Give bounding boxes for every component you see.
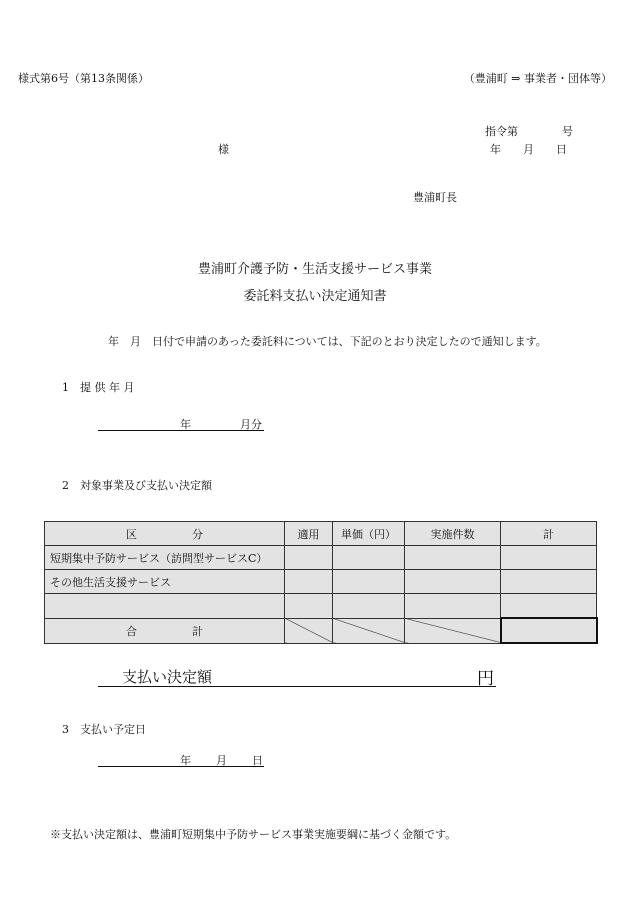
total-count-struck	[405, 618, 501, 643]
row-label: 短期集中予防サービス（訪問型サービスC）	[45, 546, 285, 570]
cell-unit-price[interactable]	[333, 570, 405, 594]
cell-unit-price[interactable]	[333, 594, 405, 619]
grand-total-cell[interactable]	[501, 618, 597, 643]
title-line-1: 豊浦町介護予防・生活支援サービス事業	[197, 262, 432, 277]
service-year-label: 年	[180, 418, 191, 431]
payment-year-label: 年	[180, 754, 191, 767]
cell-total[interactable]	[501, 546, 597, 570]
cell-applicable[interactable]	[285, 570, 333, 594]
cell-count[interactable]	[405, 594, 501, 619]
section-1-heading: 1 提 供 年 月	[62, 381, 135, 394]
issuer: 豊浦町長	[413, 191, 457, 204]
cell-applicable[interactable]	[285, 594, 333, 619]
column-header-count: 実施件数	[405, 522, 501, 546]
yen-unit: 円	[477, 669, 494, 689]
payment-month-label: 月	[216, 754, 227, 767]
table-row	[45, 594, 597, 619]
total-label: 合 計	[45, 618, 285, 643]
row-label: その他生活支援サービス	[45, 570, 285, 594]
table-row	[45, 570, 597, 594]
payment-day-label: 日	[252, 754, 263, 767]
payment-amount-field	[98, 664, 496, 687]
cell-count[interactable]	[405, 570, 501, 594]
column-header-applicable: 適用	[285, 522, 333, 546]
payment-table	[44, 521, 598, 644]
routing-note: （豊浦町 ⇒ 事業者・団体等）	[463, 72, 612, 85]
table-row	[45, 546, 597, 570]
footnote: ※支払い決定額は、豊浦町短期集中予防サービス事業実施要綱に基づく金額です。	[50, 828, 457, 841]
payment-amount-label: 支払い決定額	[122, 668, 213, 686]
cell-total[interactable]	[501, 594, 597, 619]
payment-date-field	[98, 752, 264, 767]
column-header-unit-price: 単価（円）	[333, 522, 405, 546]
column-header-category: 区 分	[45, 522, 285, 546]
service-month-label: 月分	[240, 418, 262, 431]
table-header-row	[45, 522, 597, 546]
service-month-field	[98, 416, 264, 431]
addressee: 様	[218, 143, 229, 156]
document-number: 指令第 号	[485, 125, 573, 138]
total-unit-price-struck	[333, 618, 405, 643]
table-total-row	[45, 618, 597, 643]
column-header-total: 計	[501, 522, 597, 546]
cell-applicable[interactable]	[285, 546, 333, 570]
cell-unit-price[interactable]	[333, 546, 405, 570]
section-3-heading: 3 支払い予定日	[62, 723, 146, 736]
cell-total[interactable]	[501, 570, 597, 594]
form-number: 様式第6号（第13条関係）	[18, 72, 149, 85]
issue-date: 年 月 日	[490, 143, 567, 156]
section-2-heading: 2 対象事業及び支払い決定額	[62, 479, 212, 492]
notice-body: 年 月 日付で申請のあった委託料については、下記のとおり決定したので通知します。	[108, 335, 547, 348]
total-applicable-struck	[285, 618, 333, 643]
cell-count[interactable]	[405, 546, 501, 570]
row-label[interactable]	[45, 594, 285, 619]
title-line-2: 委託料支払い決定通知書	[243, 289, 387, 304]
